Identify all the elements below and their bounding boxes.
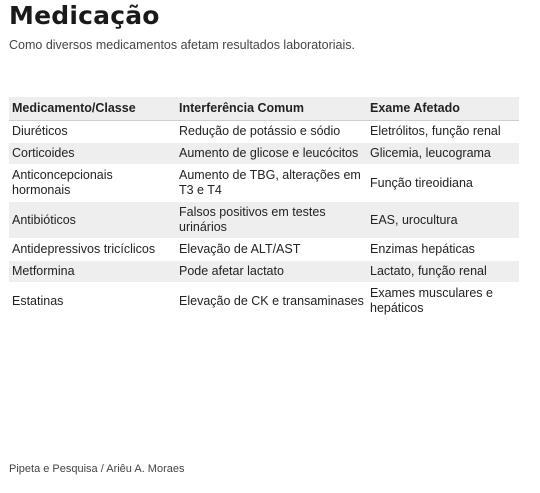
table-cell-medication: Anticoncepcionais hormonais: [9, 165, 176, 202]
column-header-interference: Interferência Comum: [176, 97, 367, 121]
table-cell-interference: Aumento de TBG, alterações em T3 e T4: [176, 165, 367, 202]
table-row: [9, 261, 519, 283]
table-row: [9, 165, 519, 202]
column-header-affected-exam: Exame Afetado: [367, 97, 519, 121]
table-cell-affected-exam: Função tireoidiana: [367, 165, 519, 202]
table-cell-interference: Redução de potássio e sódio: [176, 121, 367, 143]
table-cell-affected-exam: EAS, urocultura: [367, 202, 519, 239]
table-cell-interference: Elevação de ALT/AST: [176, 239, 367, 261]
table-cell-medication: Antidepressivos tricíclicos: [9, 239, 176, 261]
source-credit: Pipeta e Pesquisa / Ariêu A. Moraes: [9, 463, 185, 475]
table-cell-affected-exam: Exames musculares e hepáticos: [367, 283, 519, 320]
table-row: [9, 143, 519, 165]
table-row: [9, 283, 519, 320]
table-header-row: [9, 97, 519, 121]
column-header-medication: Medicamento/Classe: [9, 97, 176, 121]
table-cell-medication: Corticoides: [9, 143, 176, 165]
table-cell-interference: Elevação de CK e transaminases: [176, 283, 367, 320]
table-cell-affected-exam: Lactato, função renal: [367, 261, 519, 283]
medication-table: [9, 97, 519, 320]
table-cell-interference: Pode afetar lactato: [176, 261, 367, 283]
page-subtitle: Como diversos medicamentos afetam resultados laboratoriais.: [9, 38, 355, 52]
table-cell-affected-exam: Enzimas hepáticas: [367, 239, 519, 261]
table-cell-medication: Metformina: [9, 261, 176, 283]
table-cell-interference: Falsos positivos em testes urinários: [176, 202, 367, 239]
table-row: [9, 239, 519, 261]
table-cell-medication: Diuréticos: [9, 121, 176, 143]
table-row: [9, 202, 519, 239]
page-title: Medicação: [9, 1, 160, 30]
table-cell-affected-exam: Eletrólitos, função renal: [367, 121, 519, 143]
table-cell-medication: Antibióticos: [9, 202, 176, 239]
table-cell-medication: Estatinas: [9, 283, 176, 320]
table-cell-affected-exam: Glicemia, leucograma: [367, 143, 519, 165]
table-row: [9, 121, 519, 143]
table-cell-interference: Aumento de glicose e leucócitos: [176, 143, 367, 165]
